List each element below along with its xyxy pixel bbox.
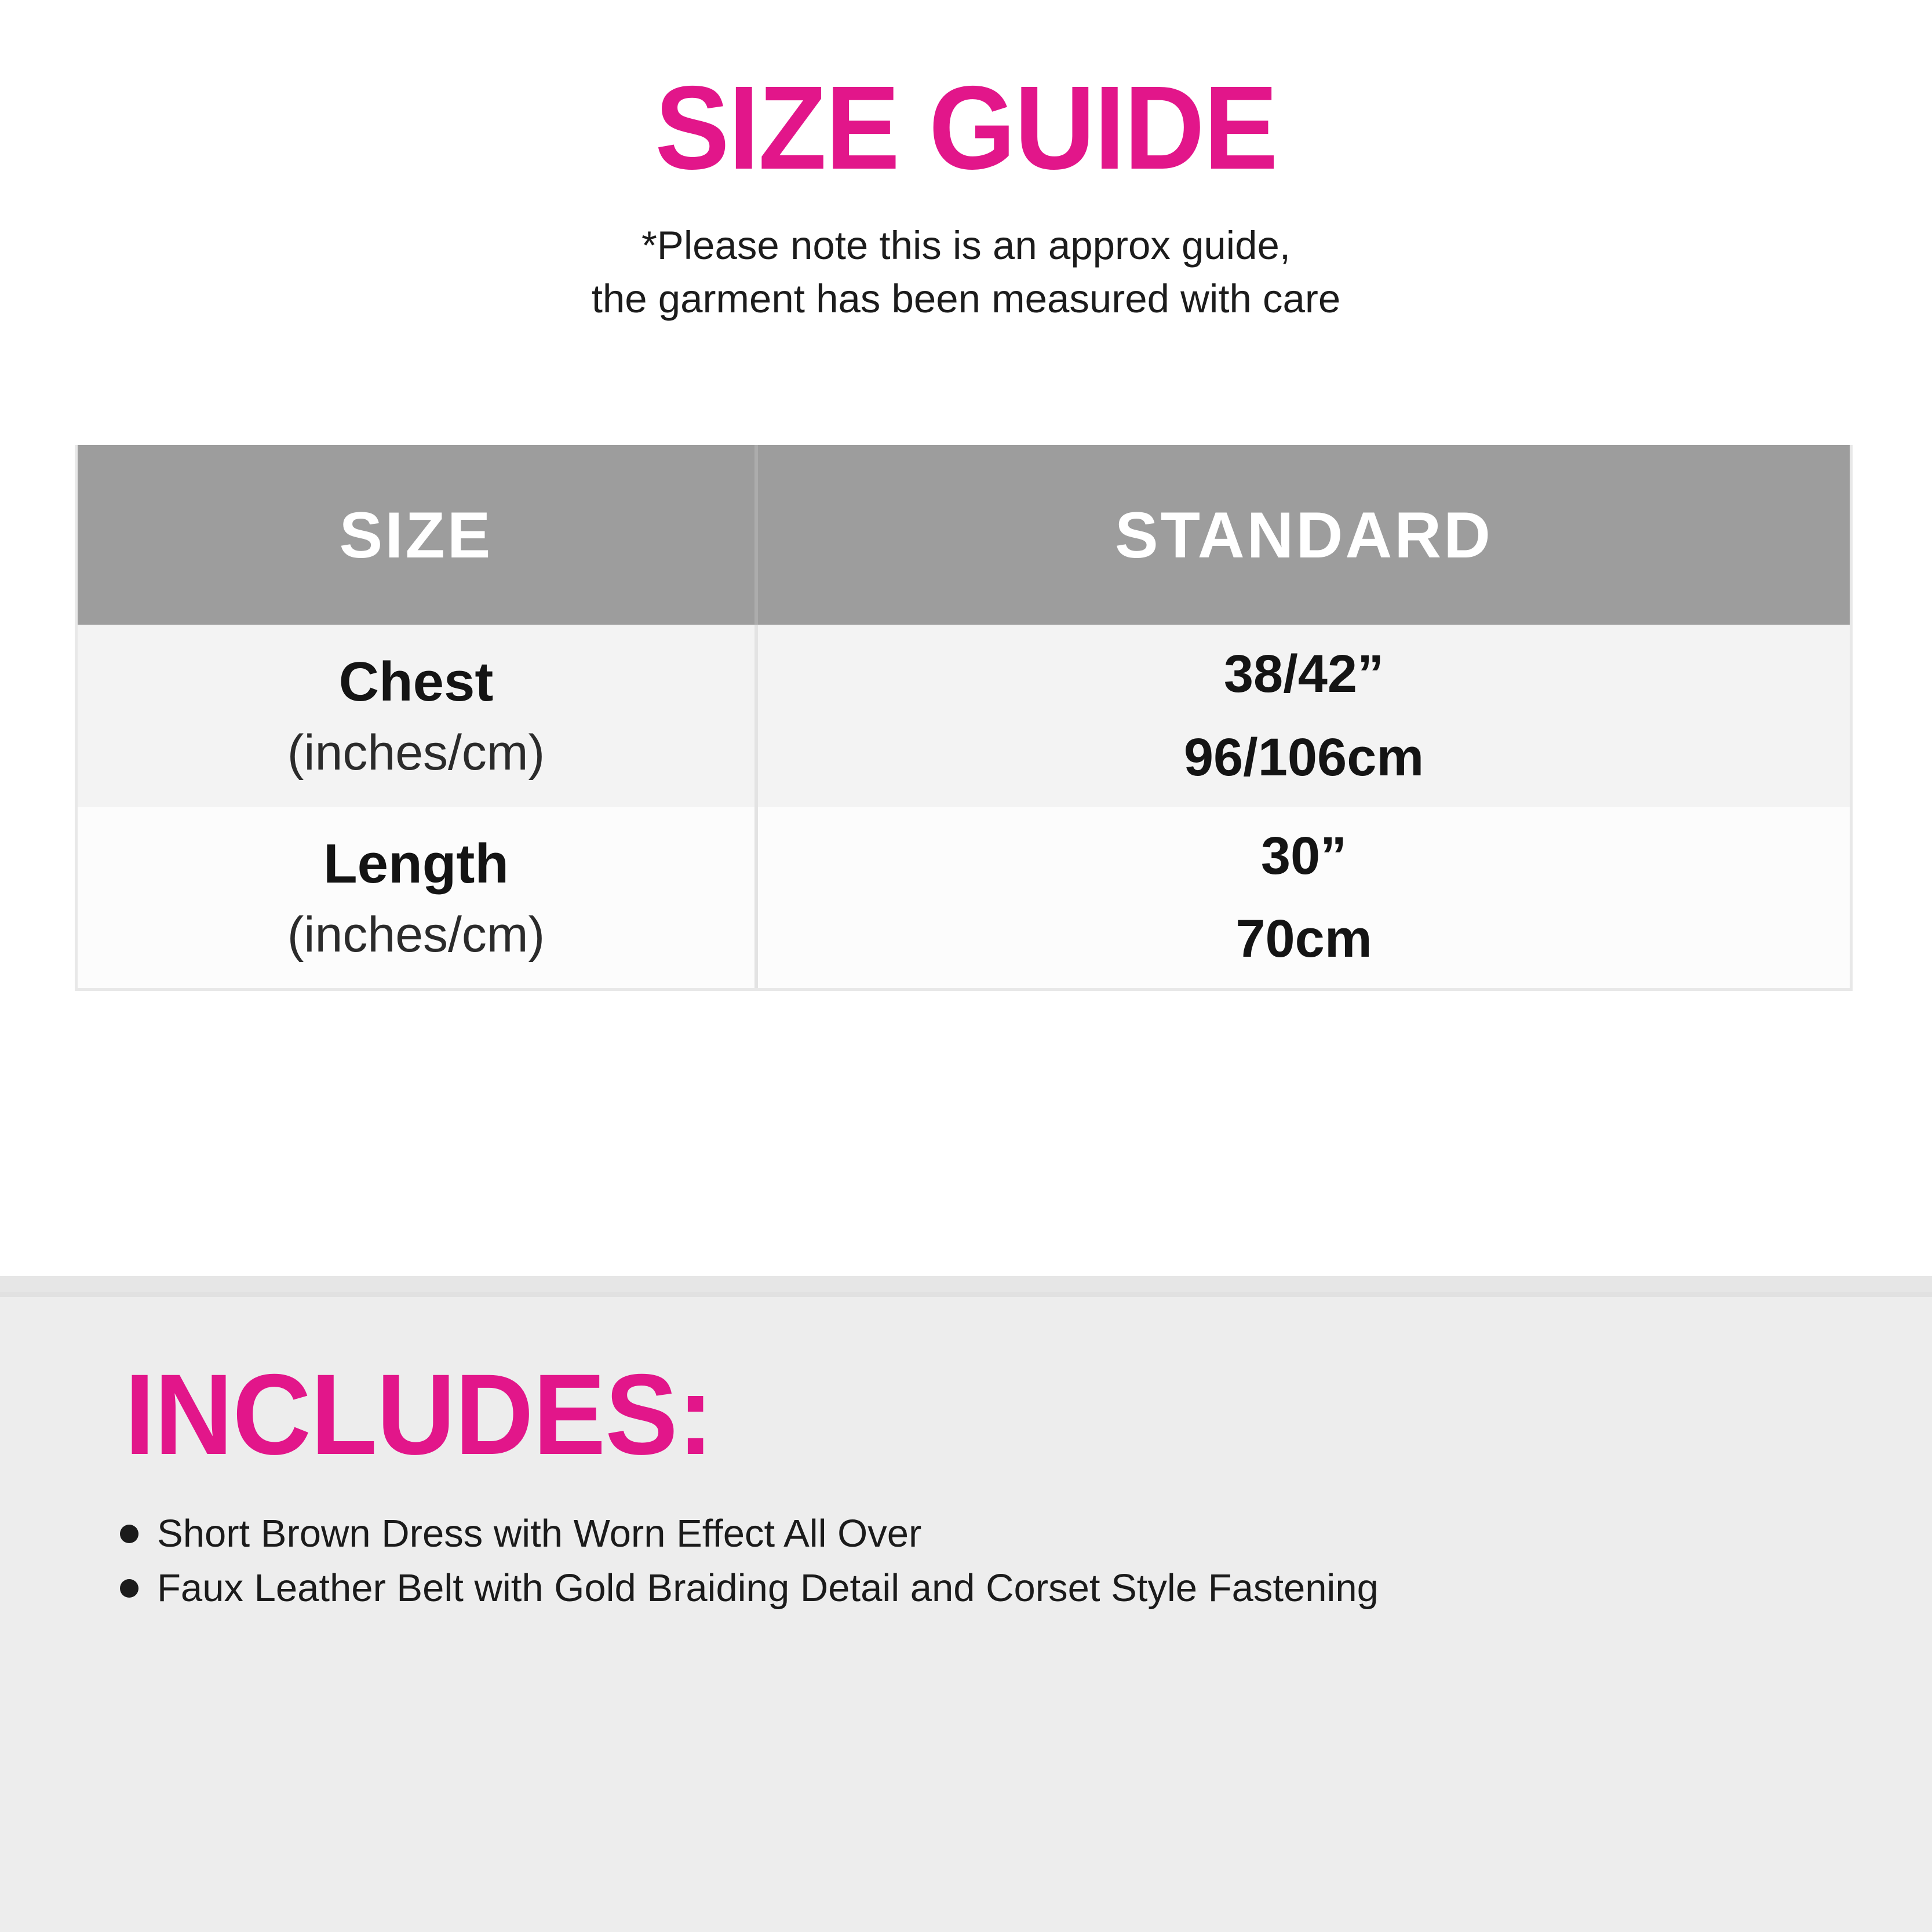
length-label: Length [323, 832, 509, 895]
includes-list [120, 1507, 1379, 1616]
approx-note-line-1: *Please note this is an approx guide, [641, 223, 1291, 268]
length-value-cm: 70cm [1235, 909, 1372, 968]
section-divider-band [0, 1276, 1932, 1292]
chest-value-cm: 96/106cm [1183, 727, 1424, 787]
table-row-length-label-cell [78, 807, 758, 988]
includes-item-text: Short Brown Dress with Worn Effect All Over [157, 1512, 922, 1555]
bullet-icon [120, 1579, 138, 1598]
table-row-chest-value-cell [758, 625, 1850, 807]
chest-units-label: (inches/cm) [287, 725, 545, 781]
includes-item [120, 1507, 1379, 1561]
chest-value-inches: 38/42” [1223, 644, 1384, 704]
section-divider-line [0, 1292, 1932, 1297]
approx-note [0, 219, 1932, 326]
chest-label: Chest [338, 651, 494, 713]
length-units-label: (inches/cm) [287, 906, 545, 963]
includes-section [0, 1276, 1932, 1932]
size-table [75, 445, 1853, 991]
page-title: SIZE GUIDE [655, 61, 1277, 194]
table-row-length-value-cell [758, 807, 1850, 988]
approx-note-line-2: the garment has been measured with care [591, 276, 1341, 321]
size-table-header-size: SIZE [78, 445, 758, 625]
table-row-chest-label-cell [78, 625, 758, 807]
includes-heading: INCLUDES: [125, 1350, 713, 1478]
length-value-inches: 30” [1260, 826, 1347, 885]
bullet-icon [120, 1525, 138, 1543]
size-table-header-standard: STANDARD [758, 445, 1850, 625]
includes-item-text: Faux Leather Belt with Gold Braiding Detail and Corset Style Fastening [157, 1566, 1379, 1610]
includes-item [120, 1561, 1379, 1616]
